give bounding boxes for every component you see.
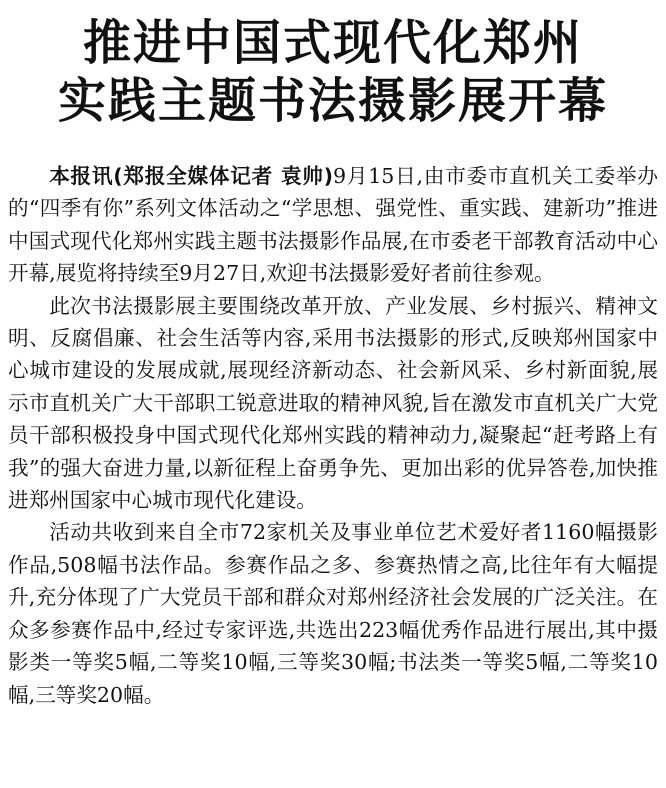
paragraph-1-text: 9月15日,由市委市直机关工委举办的“四季有你”系列文体活动之“学思想、强党性、重实践、建新功”推进中国式现代化郑州实践主题书法摄影作品展,在市委老干部教育活动中心开幕,展览将持续至9月27日,欢迎书法摄影爱好者前往参观。: [8, 164, 658, 286]
headline-line-1: 推进中国式现代化郑州: [82, 15, 583, 71]
headline: [8, 14, 658, 130]
news-article: [0, 14, 666, 788]
byline: 本报讯(郑报全媒体记者 袁帅): [49, 164, 333, 188]
paragraph-1: [8, 160, 658, 290]
headline-line-2: 实践主题书法摄影展开幕: [57, 73, 608, 129]
article-body: [8, 160, 658, 711]
paragraph-3: 活动共收到来自全市72家机关及事业单位艺术爱好者1160幅摄影作品,508幅书法作品。参赛作品之多、参赛热情之高,比往年有大幅提升,充分体现了广大党员干部和群众对郑州经济社会发展的广泛关注。在众多参赛作品中,经过专家评选,共选出223幅优秀作品进行展出,其中摄影类一等奖5幅,二等奖10幅,三等奖30幅;书法类一等奖5幅,二等奖10幅,三等奖20幅。: [8, 520, 658, 707]
paragraph-2: 此次书法摄影展主要围绕改革开放、产业发展、乡村振兴、精神文明、反腐倡廉、社会生活等内容,采用书法摄影的形式,反映郑州国家中心城市建设的发展成就,展现经济新动态、社会新风采、乡村新面貌,展示市直机关广大干部职工锐意进取的精神风貌,旨在激发市直机关广大党员干部积极投身中国式现代化郑州实践的精神动力,凝聚起“赶考路上有我”的强大奋进力量,以新征程上奋勇争先、更加出彩的优异答卷,加快推进郑州国家中心城市现代化建设。: [8, 293, 658, 513]
